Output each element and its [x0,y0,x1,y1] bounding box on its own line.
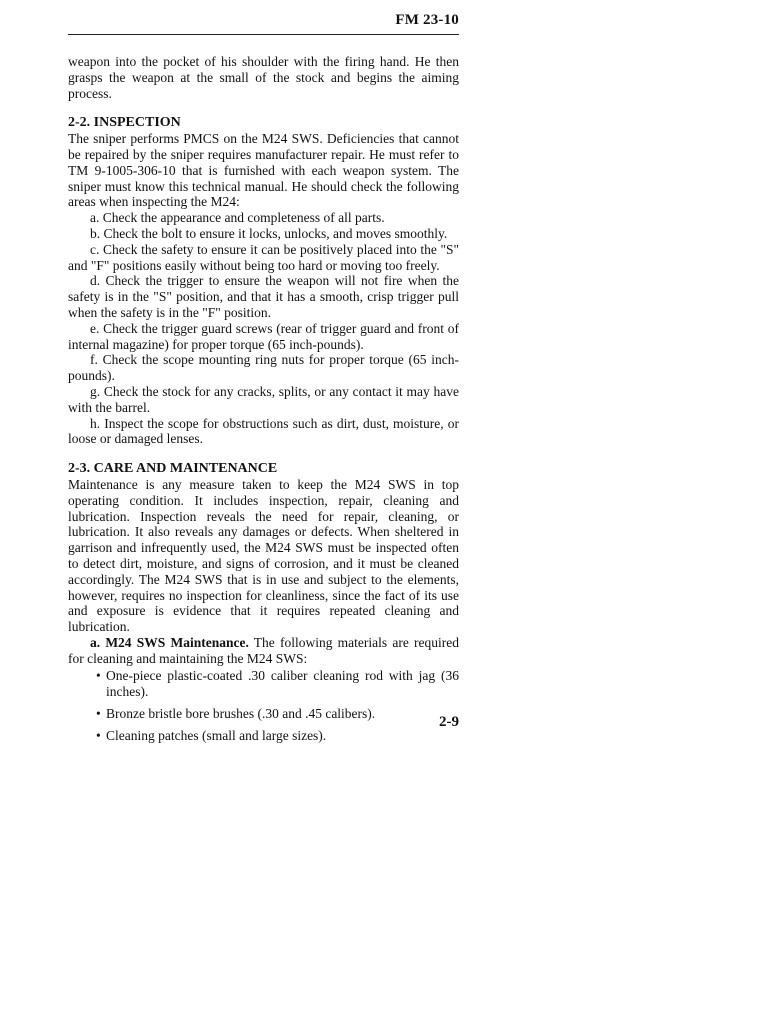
list-item-text: Bronze bristle bore brushes (.30 and .45 calibers). [106,706,376,722]
section-heading-care: 2-3. CARE AND MAINTENANCE [68,461,278,477]
maintenance-subsection [68,635,459,667]
list-item [68,706,459,722]
page-number: 2-9 [439,714,459,730]
inspection-item-a: a. Check the appearance and completeness of all parts. [90,210,385,226]
bullet-icon: • [96,706,101,722]
list-item-text: Cleaning patches (small and large sizes). [106,727,327,743]
inspection-item-b: b. Check the bolt to ensure it locks, unlocks, and moves smoothly. [90,225,448,241]
section-heading-inspection: 2-2. INSPECTION [68,115,181,131]
intro-paragraph: weapon into the pocket of his shoulder with the firing hand. He then grasps the weapon at the small of the stock and begins the aiming process. [68,54,459,101]
inspection-paragraph: The sniper performs PMCS on the M24 SWS. Deficiencies that cannot be repaired by the sniper requires manufacturer repair. He must refer to TM 9-1005-306-10 that is furnished with each weapon system. The sniper must know this technical manual. He should check the following areas when inspecting the M24: [68,131,459,210]
bullet-icon: • [96,727,101,743]
inspection-item-h: h. Inspect the scope for obstructions such as dirt, dust, moisture, or loose or damaged lenses. [68,415,459,447]
list-item [68,668,459,700]
page-content [68,54,459,750]
inspection-item-g: g. Check the stock for any cracks, splits, or any contact it may have with the barrel. [68,383,459,415]
page-header [68,10,459,35]
list-item-text: One-piece plastic-coated .30 caliber cleaning rod with jag (36 inches). [106,668,459,700]
care-paragraph: Maintenance is any measure taken to keep the M24 SWS in top operating condition. It includes inspection, repair, cleaning and lubrication. Inspection reveals the need for repair, cleaning, or lubrication. It also reveals any damages or defects. When sheltered in garrison and infrequently used, the M24 SWS must be inspected often to detect dirt, moisture, and signs of corrosion, and it must be cleaned accordingly. The M24 SWS that is in use and subject to the elements, however, requires no inspection for cleanliness, since the fact of its use and exposure is evidence that it requires repeated cleaning and lubrication. [68,476,459,635]
inspection-item-d: d. Check the trigger to ensure the weapon will not fire when the safety is in the "S" position, and that it has a smooth, crisp trigger pull when the safety is in the "F" position. [68,273,459,320]
bullet-icon: • [96,668,101,684]
materials-list [68,668,459,743]
manual-number: FM 23-10 [395,12,459,28]
inspection-item-e: e. Check the trigger guard screws (rear of trigger guard and front of internal magazine) for proper torque (65 inch-pounds). [68,320,459,352]
maintenance-subsection-text: The following materials are required for cleaning and maintaining the M24 SWS: [68,634,459,666]
inspection-item-f: f. Check the scope mounting ring nuts for proper torque (65 inch-pounds). [68,352,459,384]
list-item [68,728,459,744]
inspection-item-c: c. Check the safety to ensure it can be positively placed into the "S" and "F" positions easily without being too hard or moving too freely. [68,241,459,273]
maintenance-subsection-label: a. M24 SWS Maintenance. [90,634,249,650]
